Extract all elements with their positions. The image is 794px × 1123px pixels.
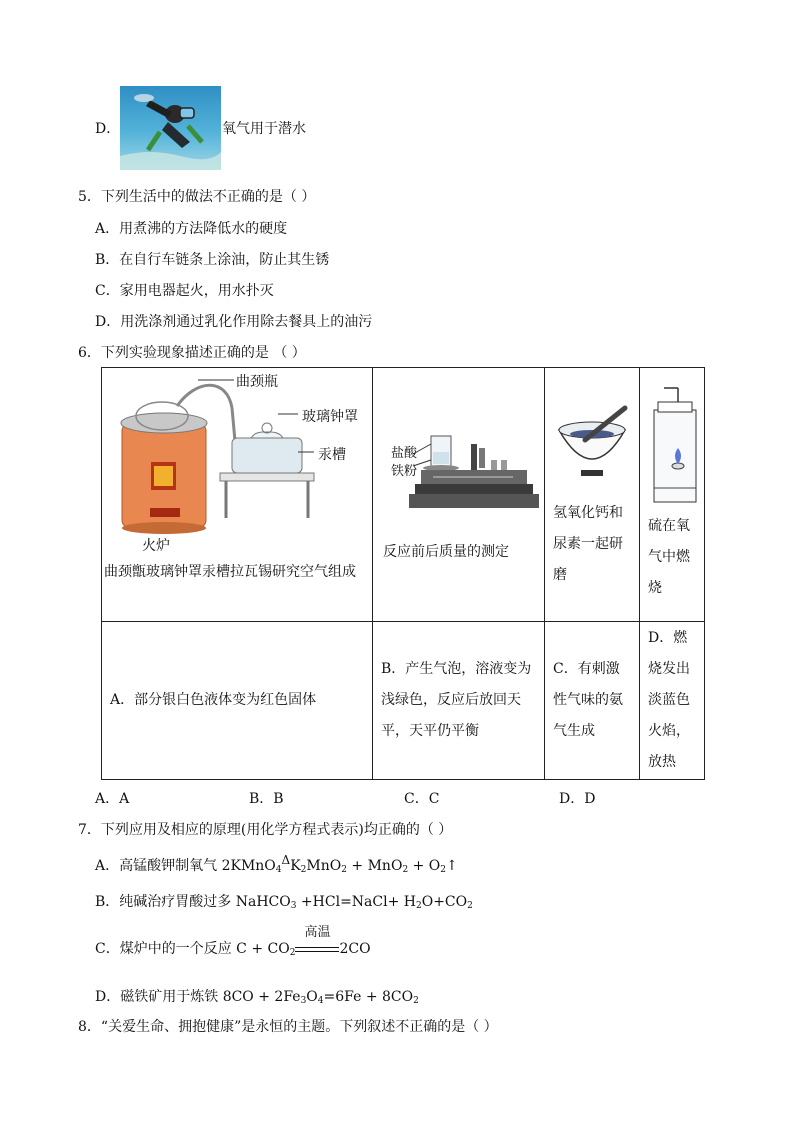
q7-option-c-equation: $C + CO_2$ 高温 2CO xyxy=(236,941,370,957)
q6-experiment-table xyxy=(101,367,705,780)
q6-choice-c: C．C xyxy=(404,791,440,807)
q7-option-c xyxy=(95,925,371,958)
caption-sulfur: 硫在氧气中燃烧 xyxy=(648,518,690,596)
q7-option-a-text: A．高锰酸钾制氧气 xyxy=(95,858,218,874)
label-gongcao: 汞槽 xyxy=(318,447,346,463)
q6-desc-d: D．燃烧发出淡蓝色火焰，放热 xyxy=(648,630,690,770)
q8-stem: 8．“关爱生命、拥抱健康”是永恒的主题。下列叙述不正确的是（ ） xyxy=(78,1019,498,1035)
q6-desc-d-cell xyxy=(640,622,705,780)
q6-choice-a: A．A xyxy=(95,791,130,807)
q6-desc-a: A．部分银白色液体变为红色固体 xyxy=(110,692,317,708)
label-boli-zhongzhao: 玻璃钟罩 xyxy=(302,409,358,425)
q7-option-c-condition: 高温 xyxy=(304,925,331,940)
q7-option-c-text: C．煤炉中的一个反应 xyxy=(95,941,232,957)
label-huolu: 火炉 xyxy=(142,538,170,554)
q6-desc-c: C．有刺激性气味的氨气生成 xyxy=(553,661,623,739)
q7-option-d-equation: $8CO + 2Fe_3O_4=6Fe + 8CO_2$ xyxy=(222,989,419,1006)
q5-stem: 5．下列生活中的做法不正确的是（ ） xyxy=(78,189,316,205)
q6-desc-b: B．产生气泡，溶液变为浅绿色，反应后放回天平，天平仍平衡 xyxy=(381,661,532,739)
label-qujingping: 曲颈瓶 xyxy=(236,374,278,390)
q7-option-a-equation: $2KMnO_4\Delta K_2MnO_2 + MnO_2$ + $O_2↑$ xyxy=(221,853,458,875)
q6-desc-b-cell xyxy=(373,622,545,780)
q6-cell-lavoisier xyxy=(102,368,373,622)
diver-photo xyxy=(120,86,221,170)
q6-stem: 6．下列实验现象描述正确的是 （ ） xyxy=(78,345,306,361)
sulfur-burning-figure xyxy=(640,368,704,508)
q6-desc-a-cell xyxy=(102,622,373,780)
mortar-figure xyxy=(545,368,639,498)
q5-option-d: D．用洗涤剂通过乳化作用除去餐具上的油污 xyxy=(95,314,373,330)
q7-option-a xyxy=(95,855,458,875)
label-tiefen: 铁粉 xyxy=(391,464,418,479)
caption-mortar: 氢氧化钙和尿素一起研磨 xyxy=(553,505,623,583)
q5-option-b: B．在自行车链条上涂油，防止其生锈 xyxy=(95,252,330,268)
q5-option-c: C．家用电器起火，用水扑灭 xyxy=(95,283,274,299)
q7-stem: 7．下列应用及相应的原理(用化学方程式表示)均正确的（ ） xyxy=(78,822,453,838)
q6-cell-balance xyxy=(373,368,545,622)
caption-balance: 反应前后质量的测定 xyxy=(383,544,509,560)
q7-option-b xyxy=(95,891,473,911)
q6-choice-b: B．B xyxy=(249,791,284,807)
q7-option-d xyxy=(95,986,419,1006)
q6-cell-sulfur xyxy=(640,368,705,622)
q7-option-b-equation: NaHCO$_3$ +HCl=NaCl+ $H_2O+CO_2$ xyxy=(235,894,473,911)
q4-option-d-caption: 氧气用于潜水 xyxy=(222,121,306,137)
q6-choice-d: D．D xyxy=(559,791,596,807)
q6-cell-mortar xyxy=(545,368,640,622)
q7-option-b-text: B．纯碱治疗胃酸过多 xyxy=(95,894,232,910)
q7-option-d-text: D．磁铁矿用于炼铁 xyxy=(95,989,219,1005)
q5-option-a: A．用煮沸的方法降低水的硬度 xyxy=(95,221,288,237)
q6-desc-c-cell xyxy=(545,622,640,780)
caption-lavoisier: 曲颈甑玻璃钟罩汞槽拉瓦锡研究空气组成 xyxy=(104,564,356,580)
q4-option-d-label: D． xyxy=(95,121,121,137)
label-yansuan: 盐酸 xyxy=(391,446,418,461)
